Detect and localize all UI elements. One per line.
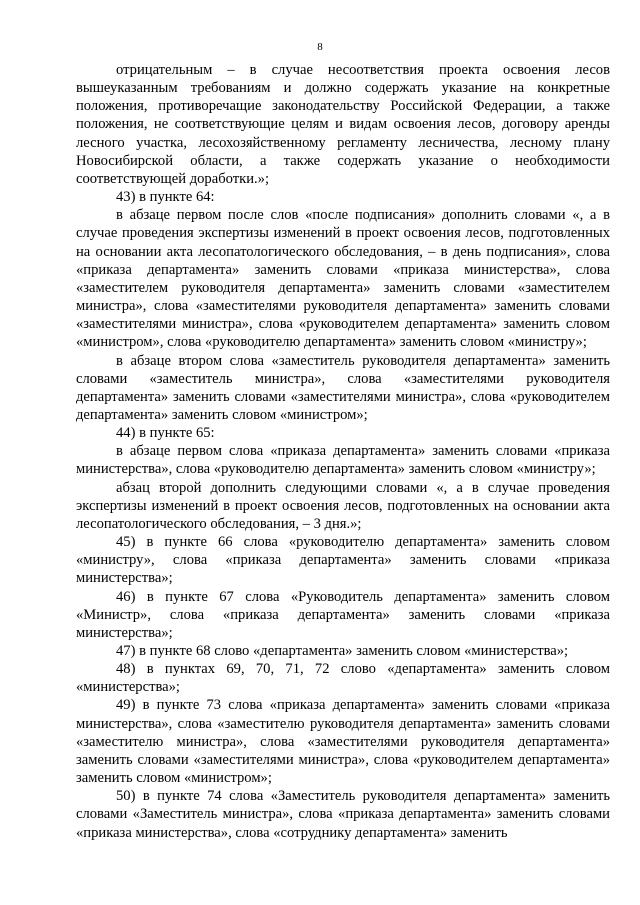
paragraph-item-43-second: в абзаце втором слова «заместитель руководителя департамента» заменить словами «заместитель министра», слова «заместителями руководителя департамента» заменить словами «заместителями министра», слова «руководителем департамента» заменить словом «министром»; bbox=[76, 352, 610, 423]
page-number: 8 bbox=[317, 41, 323, 53]
paragraph-item-44: 44) в пункте 65: bbox=[116, 425, 215, 442]
paragraph-item-50: 50) в пункте 74 слова «Заместитель руководителя департамента» заменить словами «Заместитель министра», слова «приказа департамента» заменить словами «приказа министерства», слова «сотруднику департамента» заменить bbox=[76, 788, 610, 841]
paragraph-continuation: отрицательным – в случае несоответствия проекта освоения лесов вышеуказанным требованиям и должно содержать указание на конкретные положения, противоречащие законодательству Российской Федерации, а также положения, не соответствующие целям и видам освоения лесов, договору аренды лесного участка, лесохозяйственному регламенту лесничества, лесному плану Новосибирской области, а также содержать указание о необходимости соответствующей доработки.»; bbox=[76, 62, 610, 187]
paragraph-item-44-first: в абзаце первом слова «приказа департамента» заменить словами «приказа министерства», слова «руководителю департамента» заменить словом «министру»; bbox=[76, 443, 610, 478]
paragraph-item-47: 47) в пункте 68 слово «департамента» заменить словом «министерства»; bbox=[116, 643, 569, 659]
document-body bbox=[76, 61, 610, 842]
paragraph-item-46: 46) в пункте 67 слова «Руководитель департамента» заменить словом «Министр», слова «приказа департамента» заменить словами «приказа министерства»; bbox=[76, 588, 610, 641]
paragraph-item-43-first: в абзаце первом после слов «после подписания» дополнить словами «, а в случае проведения экспертизы изменений в проект освоения лесов, подготовленных на основании акта лесопатологического обследования, – в день подписания», слова «приказа департамента» заменить словами «приказа министерства», слова «заместителем руководителя департамента» заменить словами «заместителем министра», слова «заместителями руководителя департамента» заменить словами «заместителями министра», слова «руководителем департамента» заменить словом «министром», слова «руководителю департамента» заменить словом «министру»; bbox=[76, 207, 610, 351]
paragraph-item-44-second: абзац второй дополнить следующими словами «, а в случае проведения экспертизы изменений в проект освоения лесов, подготовленных на основании акта лесопатологического обследования, – 3 дня.»; bbox=[76, 479, 610, 532]
paragraph-item-45: 45) в пункте 66 слова «руководителю департамента» заменить словом «министру», слова «приказа департамента» заменить словами «приказа министерства»; bbox=[76, 534, 610, 587]
paragraph-item-43: 43) в пункте 64: bbox=[116, 189, 215, 206]
paragraph-item-49: 49) в пункте 73 слова «приказа департамента» заменить словами «приказа министерства», слова «заместителю руководителя департамента» заменить словами «заместителю министра», слова «заместителями руководителя департамента» заменить словами «заместителями министра», слова «руководителем департамента» заменить словом «министром»; bbox=[76, 697, 610, 787]
paragraph-item-48: 48) в пунктах 69, 70, 71, 72 слово «департамента» заменить словом «министерства»; bbox=[76, 661, 610, 696]
